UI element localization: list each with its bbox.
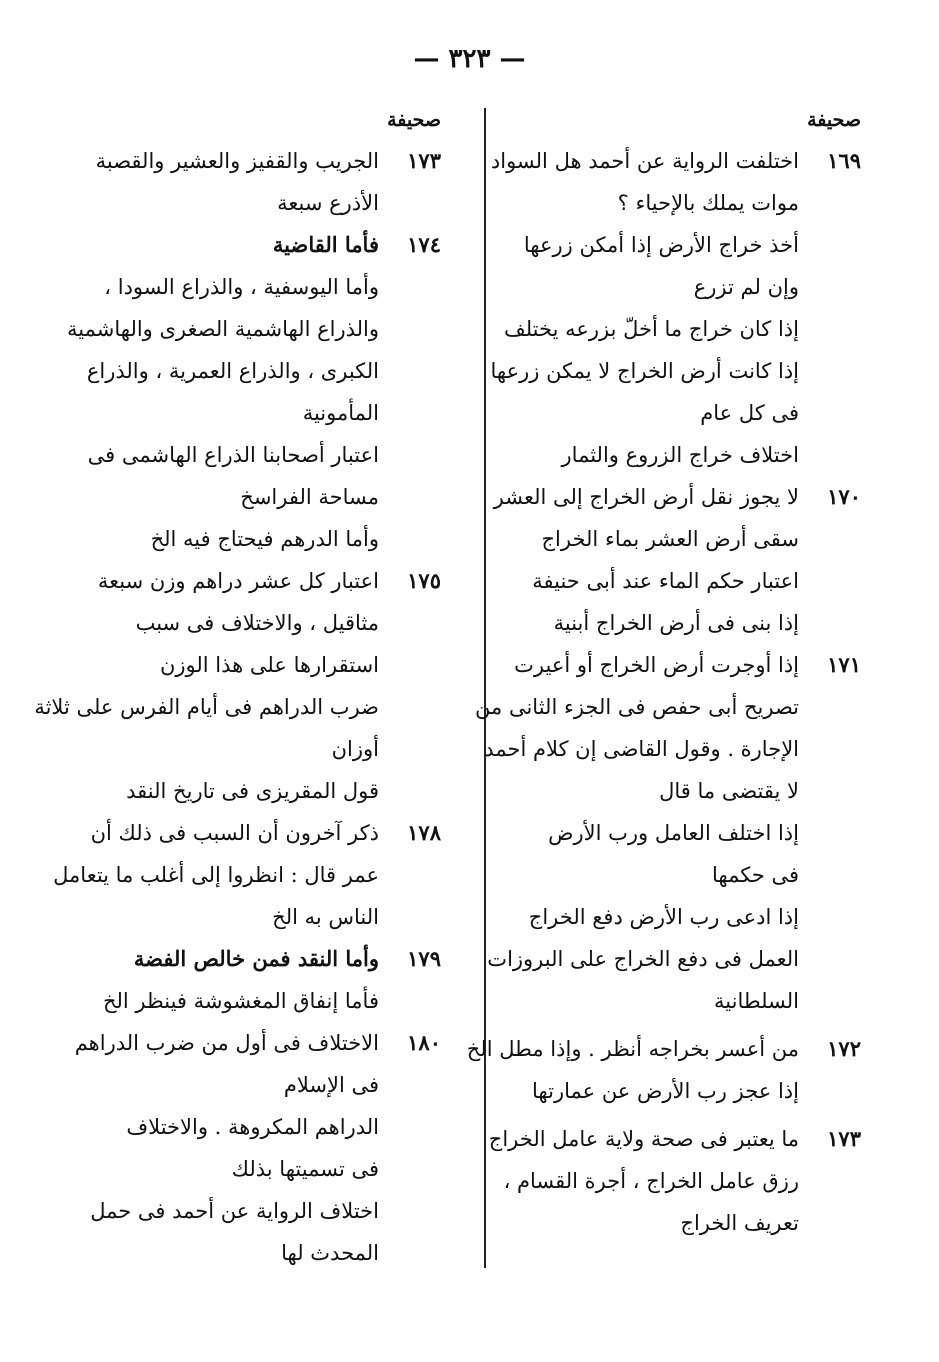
entry-text: إذا أوجرت أرض الخراج أو أعيرت [514,653,799,677]
right-column [466,100,861,1244]
index-entry [531,392,861,434]
entry-text: فأما القاضية [272,232,379,257]
entry-text: الجريب والقفيز والعشير والقصبة [95,149,379,173]
entry-text: مثاقيل ، والاختلاف فى سبب [135,611,379,635]
page-ref-number: ١٨٠ [407,1030,441,1055]
page-ref-number [799,350,861,392]
page-ref-number [799,518,861,560]
entry-text: الأذرع سبعة [277,191,379,215]
index-entry [53,854,441,896]
entry-text: فى تسميتها بذلك [231,1157,379,1181]
page-ref-number [799,812,861,854]
index-entry [531,560,861,602]
entry-text: عمر قال : انظروا إلى أغلب ما يتعامل [53,863,379,887]
entry-text: والذراع الهاشمية الصغرى والهاشمية [67,317,379,341]
page-ref-number [799,728,861,770]
index-entry [79,350,441,392]
index-entry [79,812,441,854]
index-entry [493,476,861,518]
entry-text: سقى أرض العشر بماء الخراج [541,527,799,551]
page-ref-number [799,182,861,224]
entry-text: اعتبار حكم الماء عند أبى حنيفة [532,569,799,593]
left-column-lines [34,140,441,1274]
page-ref-number [799,1070,861,1112]
index-entry [79,392,441,434]
page-ref-number [379,518,441,560]
entry-text: الكبرى ، والذراع العمرية ، والذراع [86,359,379,383]
entry-text: ما يعتبر فى صحة ولاية عامل الخراج [488,1127,799,1151]
entry-text: اعتبار كل عشر دراهم وزن سبعة [97,569,379,593]
index-entry [79,140,441,182]
entry-text: استقرارها على هذا الوزن [159,653,379,677]
index-entry [531,266,861,308]
entry-text: تعريف الخراج [680,1211,799,1235]
index-entry [79,434,441,476]
index-entry [79,938,441,980]
page-ref-number [379,1148,441,1190]
page-ref-number [379,854,441,896]
index-entry [531,434,861,476]
page-ref-number: ١٧٥ [407,568,441,593]
index-entry [67,308,441,350]
page-ref-number [799,434,861,476]
entry-text: لا يقتضى ما قال [659,779,799,803]
index-entry [531,980,861,1022]
entry-text: رزق عامل الخراج ، أجرة القسام ، [503,1169,799,1193]
left-column-header: صحيفة [387,109,441,131]
page-ref-number: ١٧٣ [827,1126,861,1151]
entry-text: ذكر آخرون أن السبب فى ذلك أن [90,821,379,845]
page-ref-number [799,224,861,266]
index-entry [531,182,861,224]
page-ref-number [379,476,441,518]
index-entry [79,560,441,602]
page-ref-number [379,182,441,224]
page-ref-number [799,602,861,644]
entry-text: إذا بنى فى أرض الخراج أبنية [553,611,799,635]
page-ref-number [799,854,861,896]
entry-text: المأمونية [302,401,379,425]
entry-text: العمل فى دفع الخراج على البروزات [487,947,799,971]
page-ref-number: ١٧٩ [407,946,441,971]
page-ref-number [379,980,441,1022]
entry-text: أوزان [331,737,379,761]
page-ref-number: ١٧٣ [407,148,441,173]
page-ref-number [799,770,861,812]
entry-text: وأما النقد فمن خالص الفضة [133,946,379,971]
entry-text: لا يجوز نقل أرض الخراج إلى العشر [493,485,799,509]
entry-text: فى الإسلام [283,1073,379,1097]
index-entry [531,770,861,812]
index-entry [79,602,441,644]
index-entry [531,1070,861,1112]
index-entry [466,1028,861,1070]
page-ref-number [799,308,861,350]
entry-text: الناس به الخ [272,905,379,929]
index-entry [34,686,441,728]
page-ref-number [379,266,441,308]
index-entry [79,476,441,518]
entry-text: إذا اختلف العامل ورب الأرض [548,821,799,845]
page-ref-number: ١٧٠ [827,484,861,509]
entry-text: فى حكمها [711,863,799,887]
index-entry [79,1106,441,1148]
index-entry [74,1022,441,1064]
entry-text: المحدث لها [281,1241,379,1265]
entry-text: فأما إنفاق المغشوشة فينظر الخ [102,989,379,1013]
entry-text: اختلاف خراج الزروع والثمار [561,443,799,467]
page-ref-number [379,350,441,392]
page-ref-number [379,392,441,434]
entry-text: إذا كانت أرض الخراج لا يمكن زرعها [490,359,799,383]
entry-text: أخذ خراج الأرض إذا أمكن زرعها [523,233,799,257]
page-ref-number [379,434,441,476]
page-ref-number [799,392,861,434]
right-column-header: صحيفة [807,109,861,131]
page-ref-number [379,1232,441,1274]
index-entry [503,308,861,350]
page-ref-number [379,1190,441,1232]
page-ref-number: ١٧٨ [407,820,441,845]
page-ref-number [799,980,861,1022]
entry-text: من أعسر بخراجه أنظر . وإذا مطل الخ [466,1037,799,1061]
index-entry [79,770,441,812]
index-entry [531,602,861,644]
index-entry [79,224,441,266]
entry-text: إذا ادعى رب الأرض دفع الخراج [528,905,799,929]
entry-text: اختلاف الرواية عن أحمد فى حمل [90,1199,379,1223]
index-entry [79,980,441,1022]
page-ref-number [799,686,861,728]
index-entry [531,854,861,896]
page-ref-number: ١٧٢ [827,1036,861,1061]
entry-text: الإجارة . وقول القاضى إن كلام أحمد [484,737,799,761]
entry-text: اختلفت الرواية عن أحمد هل السواد [490,149,799,173]
index-entry [79,182,441,224]
page-ref-number [799,938,861,980]
entry-text: مساحة الفراسخ [240,485,379,509]
index-entry [487,938,861,980]
index-entry [488,1118,861,1160]
index-entry [523,224,861,266]
page-ref-number [379,308,441,350]
index-entry [79,644,441,686]
page-ref-number [379,896,441,938]
index-entry [490,350,861,392]
entry-text: إذا عجز رب الأرض عن عمارتها [532,1079,799,1103]
index-entry [531,518,861,560]
index-entry [79,896,441,938]
page-number: — ٣٢٣ — [413,44,526,74]
entry-text: السلطانية [714,989,799,1013]
entry-text: اعتبار أصحابنا الذراع الهاشمى فى [87,443,379,467]
page-ref-number [379,1064,441,1106]
index-entry [79,518,441,560]
entry-text: موات يملك بالإحياء ؟ [617,191,799,215]
entry-text: قول المقريزى فى تاريخ النقد [126,779,379,803]
entry-text: وأما الدرهم فيحتاج فيه الخ [150,527,379,551]
entry-text: إذا كان خراج ما أخلّ بزرعه يختلف [503,317,799,341]
index-entry [79,1190,441,1232]
index-entry [475,686,861,728]
page-ref-number [799,1202,861,1244]
entry-text: الاختلاف فى أول من ضرب الدراهم [74,1031,379,1055]
page-ref-number: ١٧١ [827,652,861,677]
page-ref-number [379,644,441,686]
index-entry [79,266,441,308]
index-entry [79,728,441,770]
index-entry [503,1160,861,1202]
index-entry [484,728,861,770]
index-entry [79,1148,441,1190]
page-ref-number [379,728,441,770]
index-entry [79,1064,441,1106]
entry-text: ضرب الدراهم فى أيام الفرس على ثلاثة [34,695,379,719]
page-ref-number: ١٦٩ [827,148,861,173]
index-entry [528,896,861,938]
page-ref-number [799,1160,861,1202]
page-ref-number [799,266,861,308]
page-ref-number [379,686,441,728]
index-entry [514,644,861,686]
index-entry [531,1202,861,1244]
page-ref-number [379,602,441,644]
page-ref-number [379,770,441,812]
page-ref-number: ١٧٤ [407,232,441,257]
entry-text: وأما اليوسفية ، والذراع السودا ، [104,275,379,299]
entry-text: فى كل عام [700,401,799,425]
entry-text: وإن لم تزرع [693,275,799,299]
page-ref-number [799,560,861,602]
index-entry [79,1232,441,1274]
entry-text: تصريح أبى حفص فى الجزء الثانى من [475,695,799,719]
right-column-lines [466,140,861,1244]
page-ref-number [799,896,861,938]
index-entry [531,812,861,854]
left-column [34,100,441,1274]
page-ref-number [379,1106,441,1148]
entry-text: الدراهم المكروهة . والاختلاف [126,1115,379,1139]
index-entry [490,140,861,182]
